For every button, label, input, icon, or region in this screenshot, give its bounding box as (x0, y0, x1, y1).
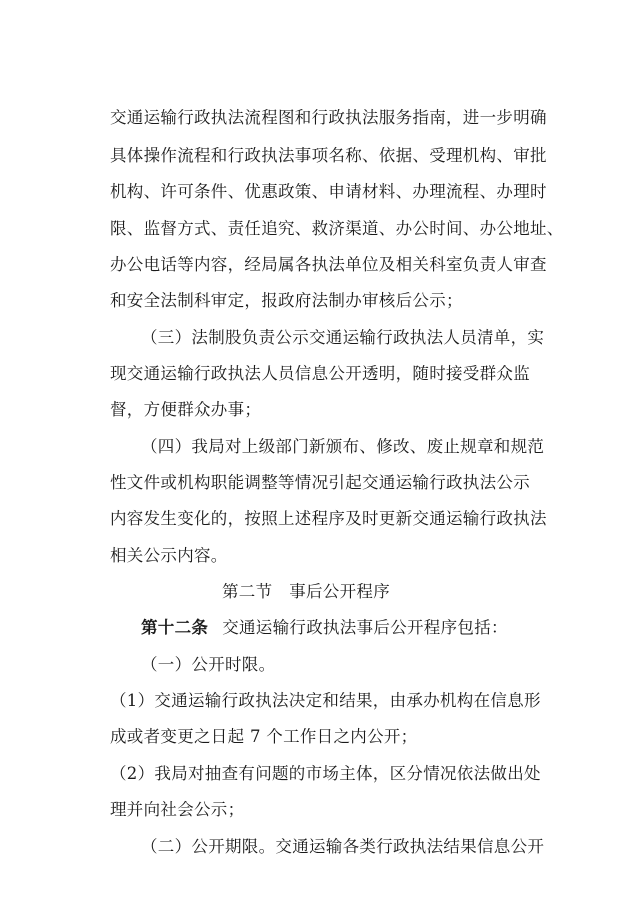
article-line (141, 617, 508, 639)
paragraph-line: （二）公开期限。交通运输各类行政执法结果信息公开 (141, 837, 545, 856)
paragraph-line: 性文件或机构职能调整等情况引起交通运输行政执法公示 (110, 473, 530, 492)
paragraph-line: 现交通运输行政执法人员信息公开透明，随时接受群众监 (110, 364, 530, 383)
paragraph-line: 成或者变更之日起 7 个工作日之内公开； (110, 727, 418, 746)
paragraph-line: 相关公示内容。 (110, 546, 228, 565)
article-text: 交通运输行政执法事后公开程序包括： (222, 618, 508, 637)
paragraph-line: 具体操作流程和行政执法事项名称、依据、受理机构、审批 (110, 146, 547, 165)
paragraph-line: （1）交通运输行政执法决定和结果，由承办机构在信息形 (110, 691, 541, 710)
paragraph-line: 交通运输行政执法流程图和行政执法服务指南，进一步明确 (110, 108, 547, 127)
paragraph-line: 机构、许可条件、优惠政策、申请材料、办理流程、办理时 (110, 182, 547, 201)
paragraph-line: （四）我局对上级部门新颁布、修改、废止规章和规范 (141, 437, 545, 456)
paragraph-line: 内容发生变化的，按照上述程序及时更新交通运输行政执法 (110, 509, 547, 528)
paragraph-line: （三）法制股负责公示交通运输行政执法人员清单，实 (141, 328, 545, 347)
paragraph-line: 理并向社会公示； (110, 800, 245, 819)
paragraph-line: （一）公开时限。 (141, 655, 276, 674)
paragraph-line: 办公电话等内容，经局属各执法单位及相关科室负责人审查 (110, 255, 547, 274)
section-heading: 第二节 事后公开程序 (222, 582, 390, 601)
article-label: 第十二条 (141, 618, 209, 637)
paragraph-line: 和安全法制科审定，报政府法制办审核后公示； (110, 291, 463, 310)
paragraph-line: 督，方便群众办事； (110, 400, 262, 419)
paragraph-line: 限、监督方式、责任追究、救济渠道、办公时间、办公地址、 (110, 219, 564, 238)
paragraph-line: （2）我局对抽查有问题的市场主体，区分情况依法做出处 (110, 764, 541, 783)
